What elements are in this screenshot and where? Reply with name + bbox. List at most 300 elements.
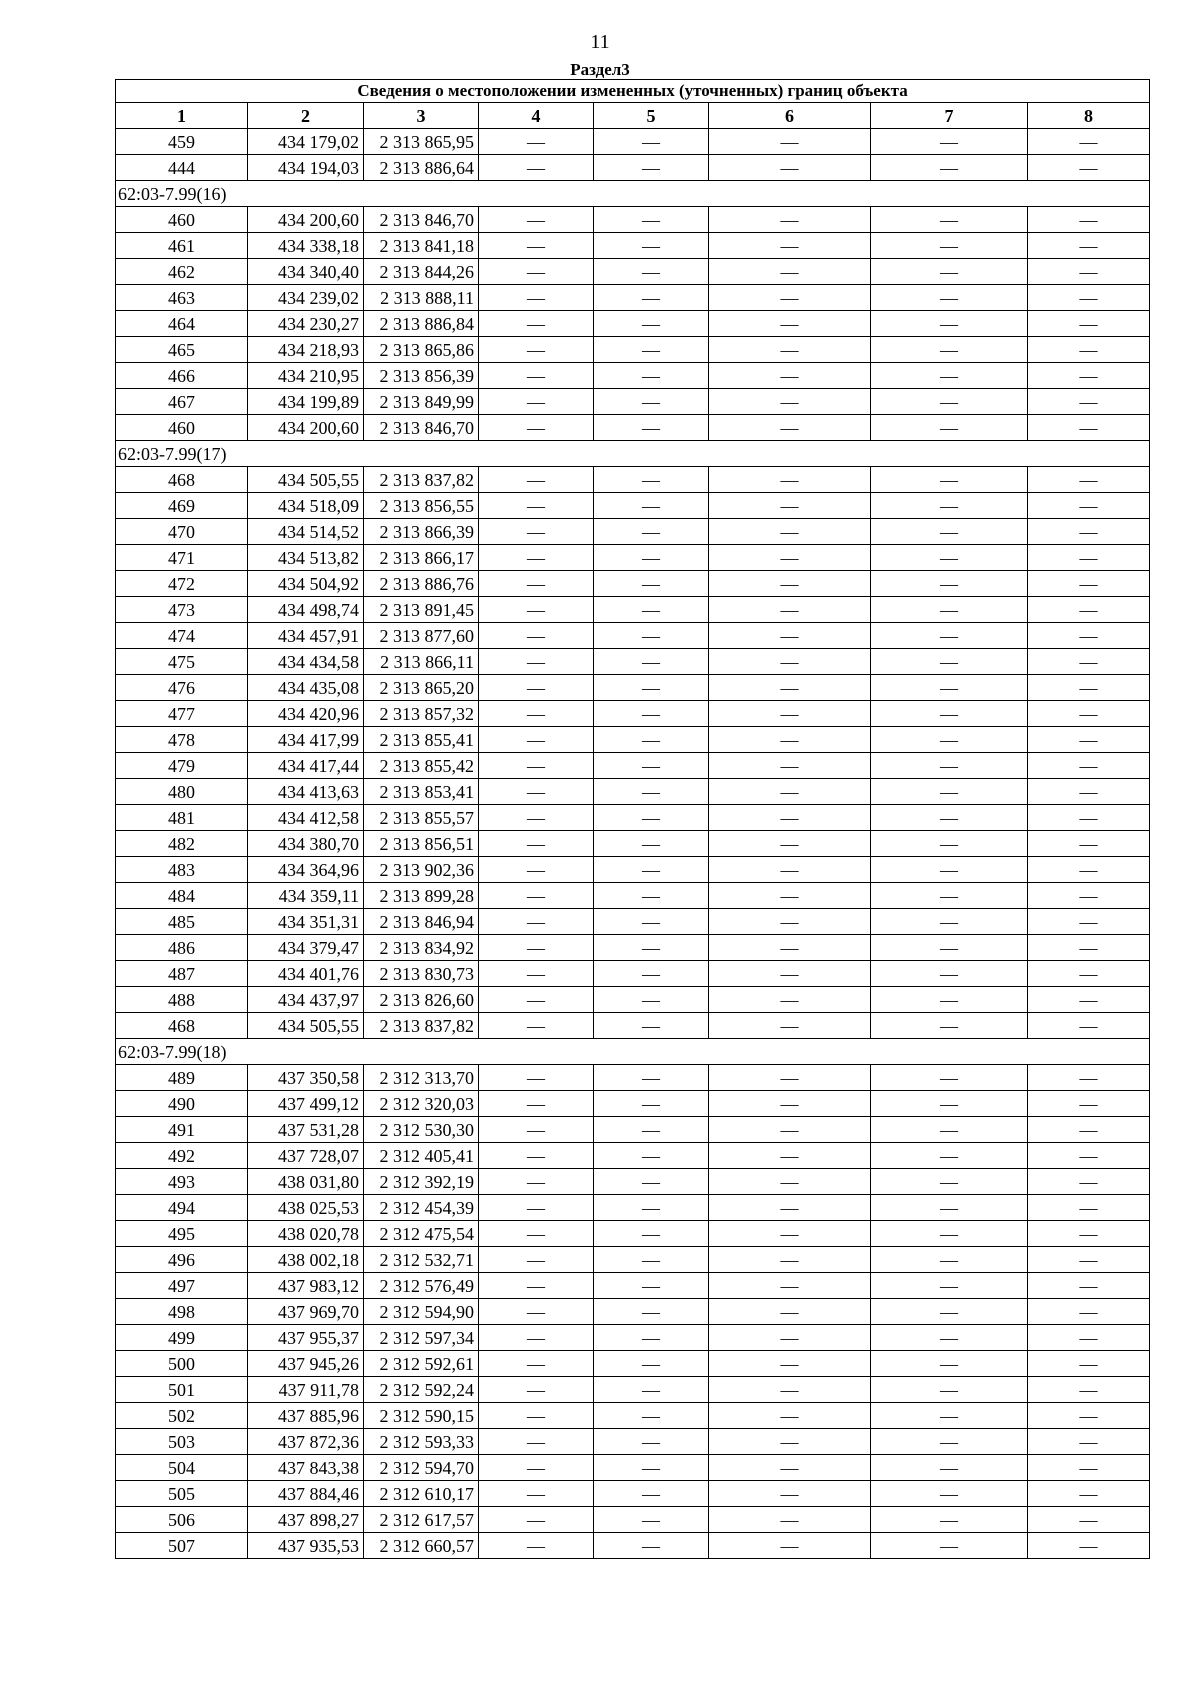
empty-value-dash: — xyxy=(1028,857,1150,883)
table-row xyxy=(116,987,1150,1013)
empty-value-dash: — xyxy=(479,1221,594,1247)
empty-value-dash: — xyxy=(479,1403,594,1429)
point-number-cell: 471 xyxy=(116,545,248,571)
column-header: 2 xyxy=(248,103,364,129)
y-coordinate-cell: 2 313 886,64 xyxy=(364,155,479,181)
table-row xyxy=(116,597,1150,623)
x-coordinate-cell: 434 412,58 xyxy=(248,805,364,831)
point-number-cell: 493 xyxy=(116,1169,248,1195)
y-coordinate-cell: 2 313 865,95 xyxy=(364,129,479,155)
column-header: 6 xyxy=(709,103,871,129)
point-number-cell: 480 xyxy=(116,779,248,805)
empty-value-dash: — xyxy=(479,389,594,415)
empty-value-dash: — xyxy=(1028,1507,1150,1533)
empty-value-dash: — xyxy=(1028,1143,1150,1169)
empty-value-dash: — xyxy=(1028,779,1150,805)
empty-value-dash: — xyxy=(709,1273,871,1299)
point-number-cell: 476 xyxy=(116,675,248,701)
empty-value-dash: — xyxy=(594,363,709,389)
empty-value-dash: — xyxy=(709,363,871,389)
x-coordinate-cell: 434 239,02 xyxy=(248,285,364,311)
empty-value-dash: — xyxy=(1028,1195,1150,1221)
empty-value-dash: — xyxy=(1028,1065,1150,1091)
table-row xyxy=(116,727,1150,753)
table-row xyxy=(116,207,1150,233)
table-row xyxy=(116,415,1150,441)
empty-value-dash: — xyxy=(1028,1481,1150,1507)
group-label: 62:03-7.99(17) xyxy=(116,441,1150,467)
point-number-cell: 468 xyxy=(116,467,248,493)
empty-value-dash: — xyxy=(1028,311,1150,337)
empty-value-dash: — xyxy=(594,1247,709,1273)
empty-value-dash: — xyxy=(1028,649,1150,675)
empty-value-dash: — xyxy=(479,649,594,675)
x-coordinate-cell: 437 728,07 xyxy=(248,1143,364,1169)
empty-value-dash: — xyxy=(871,987,1028,1013)
empty-value-dash: — xyxy=(709,259,871,285)
empty-value-dash: — xyxy=(1028,1377,1150,1403)
point-number-cell: 505 xyxy=(116,1481,248,1507)
empty-value-dash: — xyxy=(479,493,594,519)
empty-value-dash: — xyxy=(479,1117,594,1143)
empty-value-dash: — xyxy=(709,1195,871,1221)
point-number-cell: 500 xyxy=(116,1351,248,1377)
table-row xyxy=(116,571,1150,597)
x-coordinate-cell: 437 499,12 xyxy=(248,1091,364,1117)
empty-value-dash: — xyxy=(709,415,871,441)
point-number-cell: 492 xyxy=(116,1143,248,1169)
table-row xyxy=(116,805,1150,831)
y-coordinate-cell: 2 313 865,86 xyxy=(364,337,479,363)
empty-value-dash: — xyxy=(594,779,709,805)
empty-value-dash: — xyxy=(594,1299,709,1325)
x-coordinate-cell: 434 351,31 xyxy=(248,909,364,935)
table-row xyxy=(116,1117,1150,1143)
empty-value-dash: — xyxy=(594,1117,709,1143)
empty-value-dash: — xyxy=(1028,519,1150,545)
empty-value-dash: — xyxy=(871,831,1028,857)
x-coordinate-cell: 434 457,91 xyxy=(248,623,364,649)
empty-value-dash: — xyxy=(594,311,709,337)
empty-value-dash: — xyxy=(709,1065,871,1091)
empty-value-dash: — xyxy=(1028,1299,1150,1325)
empty-value-dash: — xyxy=(479,805,594,831)
point-number-cell: 474 xyxy=(116,623,248,649)
empty-value-dash: — xyxy=(479,1533,594,1559)
empty-value-dash: — xyxy=(594,259,709,285)
empty-value-dash: — xyxy=(594,649,709,675)
empty-value-dash: — xyxy=(709,1455,871,1481)
empty-value-dash: — xyxy=(1028,1533,1150,1559)
table-row xyxy=(116,493,1150,519)
empty-value-dash: — xyxy=(479,207,594,233)
empty-value-dash: — xyxy=(709,1221,871,1247)
y-coordinate-cell: 2 312 590,15 xyxy=(364,1403,479,1429)
x-coordinate-cell: 437 884,46 xyxy=(248,1481,364,1507)
empty-value-dash: — xyxy=(1028,883,1150,909)
point-number-cell: 484 xyxy=(116,883,248,909)
table-row xyxy=(116,753,1150,779)
empty-value-dash: — xyxy=(709,1143,871,1169)
empty-value-dash: — xyxy=(1028,1429,1150,1455)
empty-value-dash: — xyxy=(594,805,709,831)
empty-value-dash: — xyxy=(594,493,709,519)
empty-value-dash: — xyxy=(479,467,594,493)
point-number-cell: 489 xyxy=(116,1065,248,1091)
y-coordinate-cell: 2 313 877,60 xyxy=(364,623,479,649)
empty-value-dash: — xyxy=(1028,1403,1150,1429)
empty-value-dash: — xyxy=(709,961,871,987)
x-coordinate-cell: 437 531,28 xyxy=(248,1117,364,1143)
empty-value-dash: — xyxy=(871,909,1028,935)
empty-value-dash: — xyxy=(709,753,871,779)
table-row xyxy=(116,857,1150,883)
empty-value-dash: — xyxy=(709,1533,871,1559)
x-coordinate-cell: 434 417,44 xyxy=(248,753,364,779)
point-number-cell: 462 xyxy=(116,259,248,285)
y-coordinate-cell: 2 313 837,82 xyxy=(364,1013,479,1039)
empty-value-dash: — xyxy=(1028,597,1150,623)
point-number-cell: 469 xyxy=(116,493,248,519)
x-coordinate-cell: 437 955,37 xyxy=(248,1325,364,1351)
empty-value-dash: — xyxy=(479,987,594,1013)
empty-value-dash: — xyxy=(871,363,1028,389)
point-number-cell: 461 xyxy=(116,233,248,259)
y-coordinate-cell: 2 312 320,03 xyxy=(364,1091,479,1117)
y-coordinate-cell: 2 312 593,33 xyxy=(364,1429,479,1455)
empty-value-dash: — xyxy=(479,233,594,259)
empty-value-dash: — xyxy=(871,883,1028,909)
empty-value-dash: — xyxy=(594,1143,709,1169)
point-number-cell: 472 xyxy=(116,571,248,597)
empty-value-dash: — xyxy=(594,207,709,233)
empty-value-dash: — xyxy=(479,883,594,909)
empty-value-dash: — xyxy=(709,1117,871,1143)
table-row xyxy=(116,649,1150,675)
x-coordinate-cell: 437 350,58 xyxy=(248,1065,364,1091)
y-coordinate-cell: 2 313 886,84 xyxy=(364,311,479,337)
point-number-cell: 496 xyxy=(116,1247,248,1273)
empty-value-dash: — xyxy=(709,675,871,701)
empty-value-dash: — xyxy=(479,1065,594,1091)
empty-value-dash: — xyxy=(871,935,1028,961)
empty-value-dash: — xyxy=(1028,1091,1150,1117)
y-coordinate-cell: 2 312 392,19 xyxy=(364,1169,479,1195)
table-row xyxy=(116,1247,1150,1273)
table-row xyxy=(116,909,1150,935)
empty-value-dash: — xyxy=(594,909,709,935)
empty-value-dash: — xyxy=(479,857,594,883)
y-coordinate-cell: 2 313 856,51 xyxy=(364,831,479,857)
empty-value-dash: — xyxy=(871,389,1028,415)
point-number-cell: 467 xyxy=(116,389,248,415)
empty-value-dash: — xyxy=(594,1195,709,1221)
y-coordinate-cell: 2 312 610,17 xyxy=(364,1481,479,1507)
y-coordinate-cell: 2 313 899,28 xyxy=(364,883,479,909)
y-coordinate-cell: 2 312 475,54 xyxy=(364,1221,479,1247)
x-coordinate-cell: 437 898,27 xyxy=(248,1507,364,1533)
empty-value-dash: — xyxy=(1028,571,1150,597)
table-row xyxy=(116,1091,1150,1117)
table-row xyxy=(116,545,1150,571)
empty-value-dash: — xyxy=(479,597,594,623)
empty-value-dash: — xyxy=(709,545,871,571)
empty-value-dash: — xyxy=(594,389,709,415)
empty-value-dash: — xyxy=(594,1325,709,1351)
point-number-cell: 444 xyxy=(116,155,248,181)
empty-value-dash: — xyxy=(594,415,709,441)
x-coordinate-cell: 437 911,78 xyxy=(248,1377,364,1403)
y-coordinate-cell: 2 313 886,76 xyxy=(364,571,479,597)
x-coordinate-cell: 437 935,53 xyxy=(248,1533,364,1559)
table-row xyxy=(116,1481,1150,1507)
empty-value-dash: — xyxy=(871,779,1028,805)
empty-value-dash: — xyxy=(871,1429,1028,1455)
empty-value-dash: — xyxy=(709,805,871,831)
empty-value-dash: — xyxy=(1028,1273,1150,1299)
empty-value-dash: — xyxy=(871,1455,1028,1481)
column-header: 5 xyxy=(594,103,709,129)
empty-value-dash: — xyxy=(709,1429,871,1455)
x-coordinate-cell: 434 504,92 xyxy=(248,571,364,597)
empty-value-dash: — xyxy=(871,545,1028,571)
empty-value-dash: — xyxy=(1028,389,1150,415)
empty-value-dash: — xyxy=(871,285,1028,311)
empty-value-dash: — xyxy=(1028,259,1150,285)
empty-value-dash: — xyxy=(479,831,594,857)
empty-value-dash: — xyxy=(871,805,1028,831)
table-row xyxy=(116,259,1150,285)
column-header: 4 xyxy=(479,103,594,129)
x-coordinate-cell: 434 379,47 xyxy=(248,935,364,961)
table-row xyxy=(116,363,1150,389)
empty-value-dash: — xyxy=(871,675,1028,701)
table-row xyxy=(116,1299,1150,1325)
point-number-cell: 506 xyxy=(116,1507,248,1533)
y-coordinate-cell: 2 312 592,24 xyxy=(364,1377,479,1403)
empty-value-dash: — xyxy=(479,1013,594,1039)
empty-value-dash: — xyxy=(1028,415,1150,441)
point-number-cell: 468 xyxy=(116,1013,248,1039)
empty-value-dash: — xyxy=(709,1247,871,1273)
empty-value-dash: — xyxy=(1028,1013,1150,1039)
table-row xyxy=(116,1507,1150,1533)
empty-value-dash: — xyxy=(594,701,709,727)
point-number-cell: 495 xyxy=(116,1221,248,1247)
empty-value-dash: — xyxy=(479,259,594,285)
group-row xyxy=(116,181,1150,207)
empty-value-dash: — xyxy=(1028,1351,1150,1377)
y-coordinate-cell: 2 313 902,36 xyxy=(364,857,479,883)
y-coordinate-cell: 2 312 405,41 xyxy=(364,1143,479,1169)
empty-value-dash: — xyxy=(594,1403,709,1429)
empty-value-dash: — xyxy=(594,831,709,857)
table-row xyxy=(116,883,1150,909)
y-coordinate-cell: 2 313 865,20 xyxy=(364,675,479,701)
empty-value-dash: — xyxy=(594,1351,709,1377)
x-coordinate-cell: 438 025,53 xyxy=(248,1195,364,1221)
x-coordinate-cell: 434 359,11 xyxy=(248,883,364,909)
x-coordinate-cell: 434 518,09 xyxy=(248,493,364,519)
point-number-cell: 491 xyxy=(116,1117,248,1143)
empty-value-dash: — xyxy=(479,1299,594,1325)
empty-value-dash: — xyxy=(871,1351,1028,1377)
empty-value-dash: — xyxy=(709,1377,871,1403)
empty-value-dash: — xyxy=(479,1455,594,1481)
y-coordinate-cell: 2 313 826,60 xyxy=(364,987,479,1013)
x-coordinate-cell: 437 843,38 xyxy=(248,1455,364,1481)
y-coordinate-cell: 2 312 454,39 xyxy=(364,1195,479,1221)
x-coordinate-cell: 437 872,36 xyxy=(248,1429,364,1455)
table-row xyxy=(116,1351,1150,1377)
table-row xyxy=(116,1403,1150,1429)
x-coordinate-cell: 434 434,58 xyxy=(248,649,364,675)
empty-value-dash: — xyxy=(709,649,871,675)
point-number-cell: 485 xyxy=(116,909,248,935)
point-number-cell: 498 xyxy=(116,1299,248,1325)
empty-value-dash: — xyxy=(709,1169,871,1195)
y-coordinate-cell: 2 312 594,90 xyxy=(364,1299,479,1325)
empty-value-dash: — xyxy=(594,1507,709,1533)
point-number-cell: 494 xyxy=(116,1195,248,1221)
table-row xyxy=(116,831,1150,857)
x-coordinate-cell: 434 505,55 xyxy=(248,467,364,493)
x-coordinate-cell: 434 179,02 xyxy=(248,129,364,155)
empty-value-dash: — xyxy=(1028,493,1150,519)
y-coordinate-cell: 2 312 313,70 xyxy=(364,1065,479,1091)
empty-value-dash: — xyxy=(709,493,871,519)
empty-value-dash: — xyxy=(871,155,1028,181)
table-row xyxy=(116,1429,1150,1455)
empty-value-dash: — xyxy=(594,857,709,883)
point-number-cell: 479 xyxy=(116,753,248,779)
y-coordinate-cell: 2 313 830,73 xyxy=(364,961,479,987)
x-coordinate-cell: 434 364,96 xyxy=(248,857,364,883)
x-coordinate-cell: 434 210,95 xyxy=(248,363,364,389)
empty-value-dash: — xyxy=(479,571,594,597)
y-coordinate-cell: 2 313 855,57 xyxy=(364,805,479,831)
empty-value-dash: — xyxy=(1028,1117,1150,1143)
point-number-cell: 466 xyxy=(116,363,248,389)
empty-value-dash: — xyxy=(871,753,1028,779)
column-header-row xyxy=(116,103,1150,129)
y-coordinate-cell: 2 312 532,71 xyxy=(364,1247,479,1273)
empty-value-dash: — xyxy=(871,207,1028,233)
y-coordinate-cell: 2 313 846,70 xyxy=(364,207,479,233)
empty-value-dash: — xyxy=(871,1533,1028,1559)
empty-value-dash: — xyxy=(479,1247,594,1273)
table-row xyxy=(116,233,1150,259)
empty-value-dash: — xyxy=(594,1455,709,1481)
empty-value-dash: — xyxy=(594,1429,709,1455)
y-coordinate-cell: 2 313 846,94 xyxy=(364,909,479,935)
table-row xyxy=(116,961,1150,987)
y-coordinate-cell: 2 313 866,11 xyxy=(364,649,479,675)
empty-value-dash: — xyxy=(594,883,709,909)
column-header: 1 xyxy=(116,103,248,129)
empty-value-dash: — xyxy=(479,1195,594,1221)
empty-value-dash: — xyxy=(871,1299,1028,1325)
empty-value-dash: — xyxy=(594,1169,709,1195)
empty-value-dash: — xyxy=(594,519,709,545)
table-row xyxy=(116,285,1150,311)
point-number-cell: 460 xyxy=(116,207,248,233)
empty-value-dash: — xyxy=(594,1065,709,1091)
empty-value-dash: — xyxy=(709,233,871,259)
empty-value-dash: — xyxy=(594,1091,709,1117)
point-number-cell: 460 xyxy=(116,415,248,441)
table-row xyxy=(116,389,1150,415)
empty-value-dash: — xyxy=(594,961,709,987)
empty-value-dash: — xyxy=(709,467,871,493)
empty-value-dash: — xyxy=(871,311,1028,337)
empty-value-dash: — xyxy=(709,987,871,1013)
table-row xyxy=(116,1143,1150,1169)
table-row xyxy=(116,1533,1150,1559)
empty-value-dash: — xyxy=(479,1481,594,1507)
empty-value-dash: — xyxy=(871,1143,1028,1169)
empty-value-dash: — xyxy=(1028,285,1150,311)
point-number-cell: 483 xyxy=(116,857,248,883)
empty-value-dash: — xyxy=(1028,545,1150,571)
table-row xyxy=(116,337,1150,363)
y-coordinate-cell: 2 313 866,17 xyxy=(364,545,479,571)
y-coordinate-cell: 2 313 841,18 xyxy=(364,233,479,259)
empty-value-dash: — xyxy=(871,857,1028,883)
empty-value-dash: — xyxy=(871,519,1028,545)
empty-value-dash: — xyxy=(594,727,709,753)
empty-value-dash: — xyxy=(871,415,1028,441)
empty-value-dash: — xyxy=(1028,129,1150,155)
y-coordinate-cell: 2 313 888,11 xyxy=(364,285,479,311)
empty-value-dash: — xyxy=(479,623,594,649)
empty-value-dash: — xyxy=(871,233,1028,259)
empty-value-dash: — xyxy=(871,1195,1028,1221)
x-coordinate-cell: 438 002,18 xyxy=(248,1247,364,1273)
empty-value-dash: — xyxy=(709,129,871,155)
empty-value-dash: — xyxy=(1028,467,1150,493)
empty-value-dash: — xyxy=(709,935,871,961)
empty-value-dash: — xyxy=(479,415,594,441)
empty-value-dash: — xyxy=(1028,207,1150,233)
x-coordinate-cell: 434 498,74 xyxy=(248,597,364,623)
x-coordinate-cell: 434 413,63 xyxy=(248,779,364,805)
empty-value-dash: — xyxy=(871,1091,1028,1117)
column-header: 3 xyxy=(364,103,479,129)
empty-value-dash: — xyxy=(1028,1325,1150,1351)
empty-value-dash: — xyxy=(1028,623,1150,649)
x-coordinate-cell: 434 514,52 xyxy=(248,519,364,545)
page-number: 11 xyxy=(590,31,610,53)
y-coordinate-cell: 2 313 834,92 xyxy=(364,935,479,961)
empty-value-dash: — xyxy=(709,1507,871,1533)
point-number-cell: 482 xyxy=(116,831,248,857)
empty-value-dash: — xyxy=(709,207,871,233)
empty-value-dash: — xyxy=(709,831,871,857)
group-row xyxy=(116,1039,1150,1065)
point-number-cell: 478 xyxy=(116,727,248,753)
empty-value-dash: — xyxy=(594,233,709,259)
table-row xyxy=(116,129,1150,155)
table-row xyxy=(116,1195,1150,1221)
empty-value-dash: — xyxy=(594,467,709,493)
empty-value-dash: — xyxy=(1028,363,1150,389)
empty-value-dash: — xyxy=(594,129,709,155)
x-coordinate-cell: 437 945,26 xyxy=(248,1351,364,1377)
table-row xyxy=(116,623,1150,649)
point-number-cell: 477 xyxy=(116,701,248,727)
empty-value-dash: — xyxy=(709,519,871,545)
